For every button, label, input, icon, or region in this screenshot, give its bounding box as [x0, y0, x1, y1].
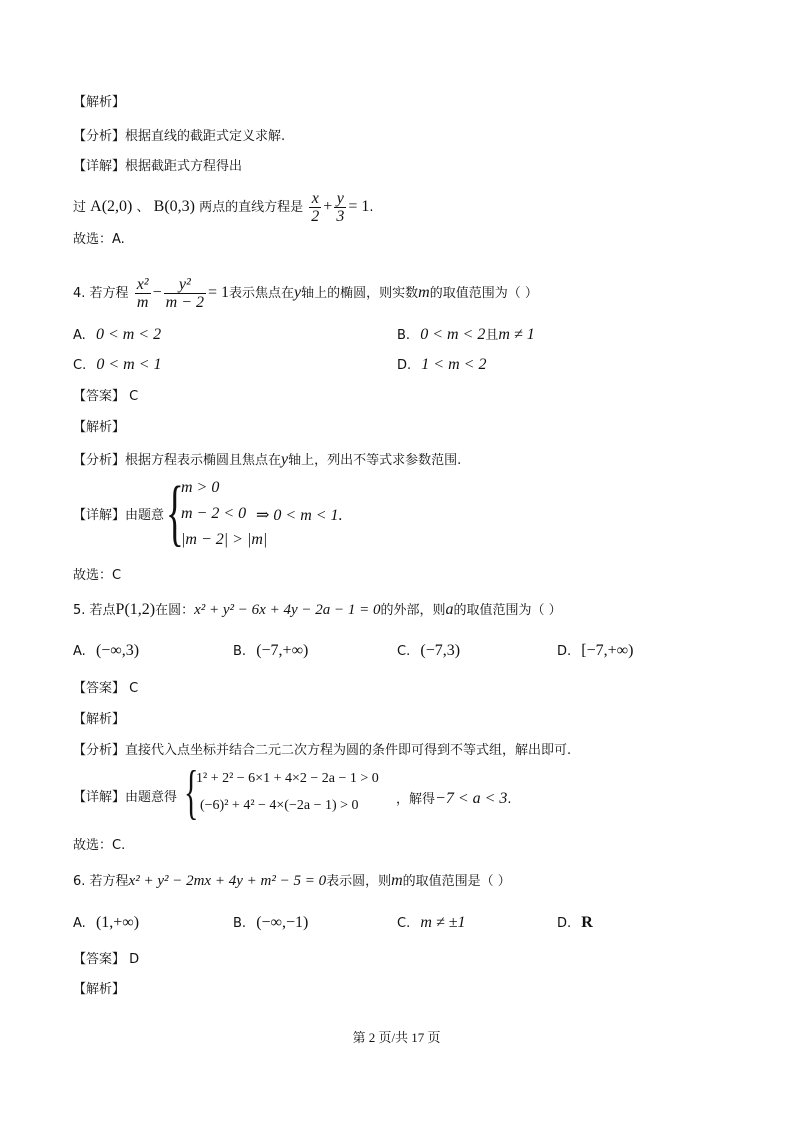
q6-analysis-heading: 【解析】	[73, 982, 126, 997]
q5-detail-label: 【详解】由题意得	[73, 790, 178, 805]
q4-system-row-1: m > 0	[181, 479, 220, 496]
answer-choice-line: 故选：A.	[73, 232, 125, 247]
equals-one: = 1	[207, 284, 230, 301]
var-m: m	[391, 872, 403, 889]
detail-text: 【详解】根据截距式方程得出	[73, 159, 243, 174]
page-footer: 第 2 页/共 17 页	[352, 1030, 441, 1045]
q4-analysis-text: 【分析】根据方程表示椭圆且焦点在y轴上，列出不等式求参数范围.	[73, 451, 462, 468]
plus-sign: +	[323, 198, 333, 215]
circle-equation: x² + y² − 2mx + 4y + m² − 5 = 0	[128, 873, 327, 889]
q4-system-row-2: m − 2 < 0	[181, 505, 247, 522]
q4-option-c: C. 0 < m < 1	[73, 356, 162, 373]
question-6: 6. 若方程x² + y² − 2mx + 4y + m² − 5 = 0表示圆，则m的取值范围是（ ）	[73, 872, 511, 889]
q4-answer: 【答案】 C	[73, 389, 139, 404]
q4-text-b: 表示焦点在	[229, 286, 295, 301]
q4-option-b: B. 0 < m < 2且m ≠ 1	[397, 326, 535, 343]
question-5: 5. 若点P(1,2)在圆：x² + y² − 6x + 4y − 2a − 1 = 0的外部，则a的取值范围为（ ）	[73, 601, 562, 618]
var-m: m	[418, 284, 430, 301]
q4-analysis-heading: 【解析】	[73, 420, 126, 435]
left-brace-icon: {	[184, 759, 199, 825]
q4-option-d: D. 1 < m < 2	[397, 356, 487, 373]
var-y: y	[281, 451, 289, 468]
q4-system-row-3: |m − 2| > |m|	[181, 531, 268, 548]
q6-option-c: C. m ≠ ±1	[397, 914, 466, 931]
q5-result: ，解得−7 < a < 3.	[396, 790, 512, 807]
q5-answer: 【答案】 C	[73, 681, 139, 696]
separator: 、	[136, 200, 150, 215]
q5-option-a: A. (−∞,3)	[73, 642, 140, 659]
minus-sign: −	[152, 284, 162, 301]
text-two-points: 两点的直线方程是	[199, 200, 304, 215]
q4-prefix: 4. 若方程	[73, 286, 129, 301]
q5-choice: 故选：C.	[73, 838, 126, 853]
q4-option-a: A. 0 < m < 2	[73, 326, 162, 343]
q4-choice: 故选：C	[73, 568, 122, 583]
fraction-y2-over-m-2: $\frac{\text{y²}}{m - 2}$	[165, 276, 204, 311]
point-a: A(2,0)	[90, 198, 133, 215]
fraction-x2-over-m: $\frac{\text{x²}}{m}$	[136, 276, 149, 311]
equals-one: = 1	[348, 198, 370, 215]
q5-option-b: B. (−7,+∞)	[233, 642, 309, 659]
q6-option-a: A. (1,+∞)	[73, 914, 140, 931]
left-brace-icon: {	[166, 472, 184, 554]
text-guo: 过	[73, 200, 87, 215]
q4-text-d: 的取值范围为（ ）	[429, 286, 538, 301]
section-analysis-heading: 【解析】	[73, 95, 126, 110]
q4-result: ⇒ 0 < m < 1.	[256, 507, 343, 524]
fraction-y-over-3: $\frac{y}{3}$	[336, 190, 345, 225]
q6-answer: 【答案】 D	[73, 952, 140, 967]
period: .	[369, 200, 374, 215]
var-y: y	[294, 284, 302, 301]
q5-analysis-heading: 【解析】	[73, 712, 126, 727]
var-a: a	[445, 601, 454, 618]
q4-text-c: 轴上的椭圆，则实数	[301, 286, 419, 301]
q4-detail-label: 【详解】由题意	[73, 508, 165, 523]
q5-analysis-text: 【分析】直接代入点坐标并结合二元二次方程为圆的条件即可得到不等式组，解出即可.	[73, 743, 572, 758]
circle-equation: x² + y² − 6x + 4y − 2a − 1 = 0	[194, 602, 381, 618]
point-p: P(1,2)	[115, 601, 156, 618]
q5-system-row-1: 1² + 2² − 6×1 + 4×2 − 2a − 1 > 0	[196, 771, 379, 786]
line-equation-sentence	[73, 190, 374, 225]
q5-option-c: C. (−7,3)	[397, 642, 461, 659]
point-b: B(0,3)	[153, 198, 195, 215]
q6-option-b: B. (−∞,−1)	[233, 914, 309, 931]
q5-system-row-2: (−6)² + 4² − 4×(−2a − 1) > 0	[200, 798, 359, 813]
analysis-text: 【分析】根据直线的截距式定义求解.	[73, 129, 286, 144]
q6-option-d: D. R	[557, 914, 593, 931]
question-4	[73, 276, 538, 311]
fraction-x-over-2: $\frac{x}{2}$	[311, 190, 320, 225]
q5-option-d: D. [−7,+∞)	[557, 642, 634, 659]
